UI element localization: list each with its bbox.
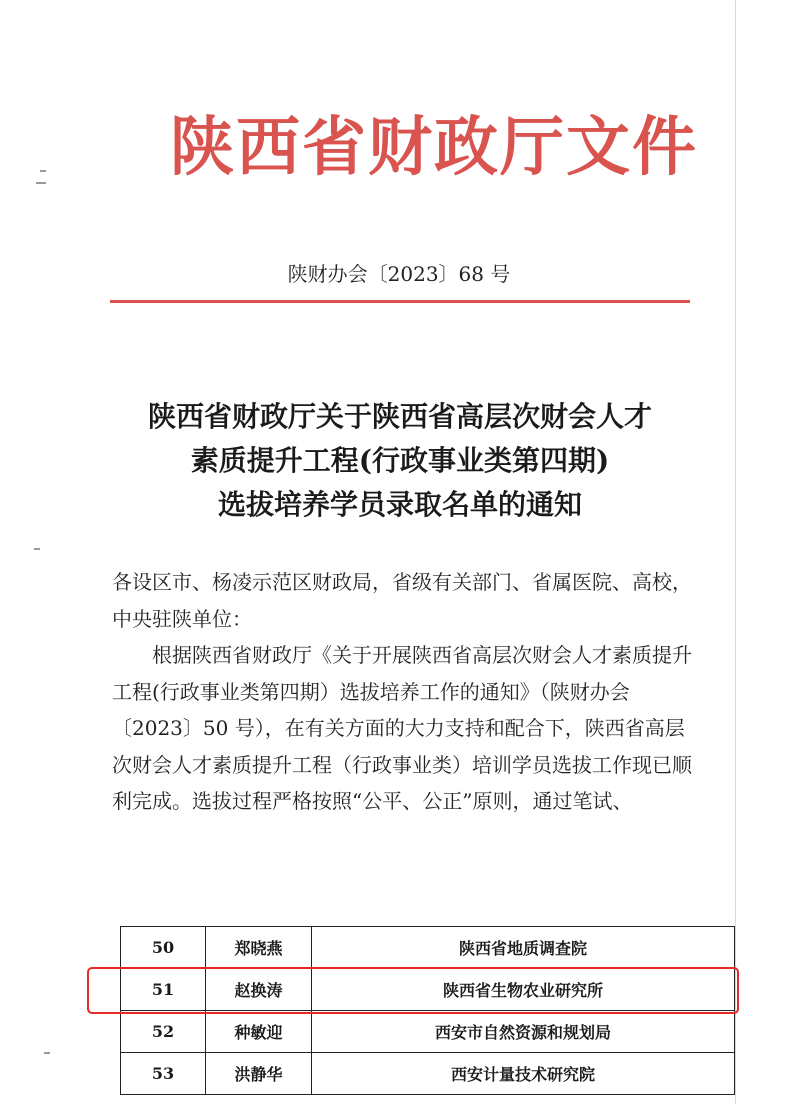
row-name: 郑晓燕	[206, 927, 312, 969]
table-row	[121, 927, 735, 969]
recipients-line: 各设区市、杨凌示范区财政局，省级有关部门、省属医院、高校，中央驻陕单位：	[112, 570, 692, 631]
scan-speck	[34, 548, 40, 550]
red-divider-line	[110, 300, 690, 303]
row-unit: 西安市自然资源和规划局	[312, 1011, 735, 1053]
notice-title	[100, 395, 700, 527]
row-name: 种敏迎	[206, 1011, 312, 1053]
page-edge	[735, 0, 736, 1104]
highlight-box	[87, 967, 739, 1014]
row-index: 53	[121, 1053, 206, 1095]
notice-title-line: 选拔培养学员录取名单的通知	[217, 488, 582, 521]
row-index: 51	[121, 969, 206, 1011]
scan-speck	[44, 1052, 50, 1054]
notice-body	[112, 564, 692, 820]
row-name: 洪静华	[206, 1053, 312, 1095]
row-index: 52	[121, 1011, 206, 1053]
table-row	[121, 1011, 735, 1053]
table-row	[121, 1053, 735, 1095]
notice-title-line: 素质提升工程(行政事业类第四期)	[190, 444, 610, 477]
scan-speck	[40, 170, 46, 172]
row-name: 赵换涛	[206, 969, 312, 1011]
notice-title-line: 陕西省财政厅关于陕西省高层次财会人才	[147, 400, 652, 433]
row-unit: 西安计量技术研究院	[312, 1053, 735, 1095]
document-header-title: 陕西省财政厅文件	[170, 110, 698, 185]
row-unit: 陕西省地质调查院	[312, 927, 735, 969]
document-number: 陕财办会〔2023〕68 号	[287, 262, 511, 286]
row-index: 50	[121, 927, 206, 969]
row-unit: 陕西省生物农业研究所	[312, 969, 735, 1011]
body-paragraph: 根据陕西省财政厅《关于开展陕西省高层次财会人才素质提升工程(行政事业类第四期）选拔培养工作的通知》（陕财办会〔2023〕50 号），在有关方面的大力支持和配合下，陕西省高层次财会人才素质提升工程（行政事业类）培训学员选拔工作现已顺利完成。选拔过程严格按照“公平、公正”原则，通过笔试、	[112, 643, 692, 813]
scan-speck	[36, 182, 46, 184]
